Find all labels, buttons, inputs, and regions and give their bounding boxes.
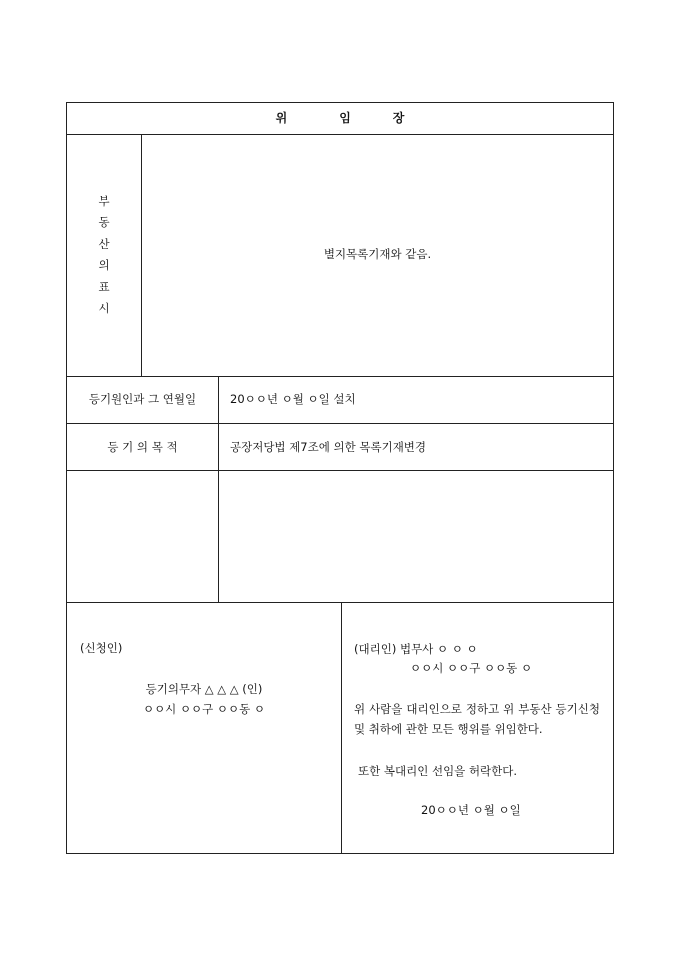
property-label-char: 동 bbox=[98, 215, 110, 229]
property-value: 별지목록기재와 같음. bbox=[323, 247, 432, 261]
applicant-obligor: 등기의무자 △ △ △ (인) bbox=[145, 682, 263, 696]
divider bbox=[67, 134, 613, 135]
cause-label: 등기원인과 그 연월일 bbox=[88, 392, 197, 406]
agent-label: (대리인) 법무사 ㅇ ㅇ ㅇ bbox=[354, 642, 478, 656]
form-title bbox=[67, 103, 613, 134]
divider bbox=[341, 603, 342, 854]
divider bbox=[67, 602, 613, 603]
property-label-char: 부 bbox=[98, 193, 110, 208]
agent-authorization-text: 위 사람을 대리인으로 정하고 위 부동산 등기신청 및 취하에 관한 모든 행위를 위임한다. bbox=[354, 702, 600, 736]
purpose-value: 공장저당법 제7조에 의한 목록기재변경 bbox=[230, 440, 427, 454]
applicant-label: (신청인) bbox=[80, 641, 123, 655]
property-label bbox=[67, 135, 141, 375]
title-char: 장 bbox=[392, 111, 405, 125]
property-label-char: 산 bbox=[98, 236, 110, 251]
property-label-char: 의 bbox=[98, 258, 110, 272]
property-label-char: 시 bbox=[98, 301, 110, 315]
agent-permission-text: 또한 복대리인 선임을 허락한다. bbox=[358, 764, 518, 778]
divider bbox=[67, 423, 613, 424]
power-of-attorney-form bbox=[66, 102, 614, 854]
agent-date: 20ㅇㅇ년 ㅇ월 ㅇ일 bbox=[421, 803, 521, 817]
title-char: 임 bbox=[339, 111, 351, 125]
divider bbox=[218, 377, 219, 602]
divider bbox=[67, 376, 613, 377]
cause-value: 20ㅇㅇ년 ㅇ월 ㅇ일 설치 bbox=[230, 392, 356, 406]
agent-address: ㅇㅇ시 ㅇㅇ구 ㅇㅇ동 ㅇ bbox=[410, 661, 533, 675]
applicant-address: ㅇㅇ시 ㅇㅇ구 ㅇㅇ동 ㅇ bbox=[142, 702, 266, 716]
divider bbox=[67, 470, 613, 471]
property-label-char: 표 bbox=[98, 279, 110, 294]
purpose-label: 등 기 의 목 적 bbox=[107, 440, 178, 454]
title-char: 위 bbox=[275, 111, 288, 125]
